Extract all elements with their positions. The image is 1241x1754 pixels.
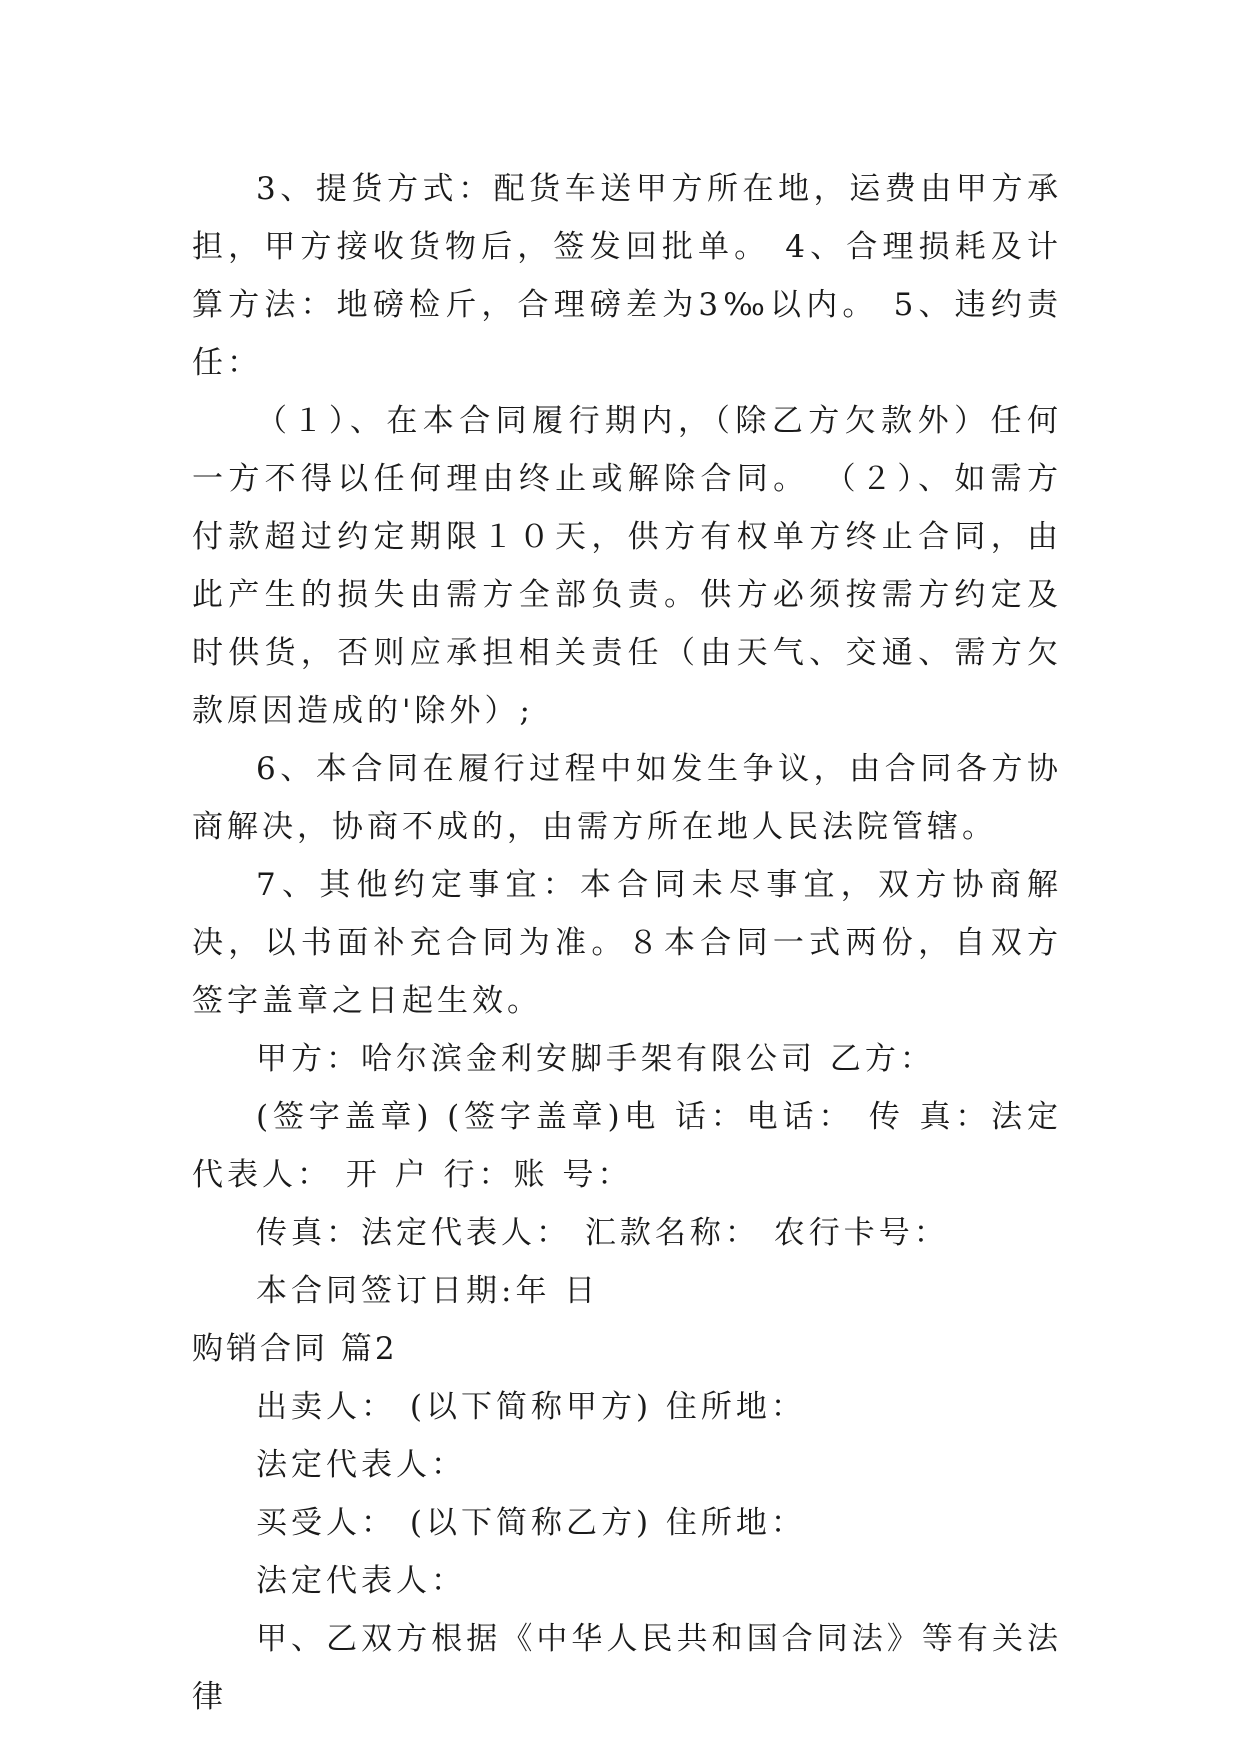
paragraph-signature-block: (签字盖章) (签字盖章)电 话：电话： 传 真：法定代表人： 开 户 行：账 号： — [192, 1099, 1062, 1193]
paragraph-dispute-resolution: 6、本合同在履行过程中如发生争议，由合同各方协商解决，协商不成的，由需方所在地人民法院管辖。 — [192, 751, 1062, 845]
section-heading: 购销合同 篇2 — [192, 1331, 398, 1367]
paragraph-other-matters: 7、其他约定事宜：本合同未尽事宜，双方协商解决，以书面补充合同为准。８本合同一式两份，自双方签字盖章之日起生效。 — [192, 867, 1062, 1019]
paragraph-fax-account: 传真：法定代表人： 汇款名称： 农行卡号： — [256, 1215, 949, 1251]
paragraph-buyer-representative: 法定代表人： — [256, 1563, 466, 1599]
paragraph-sign-date: 本合同签订日期:年 日 — [256, 1273, 600, 1309]
paragraph-seller-representative: 法定代表人： — [256, 1447, 466, 1483]
paragraph-legal-basis: 甲、乙双方根据《中华人民共和国合同法》等有关法律 — [192, 1621, 1062, 1715]
document-page — [192, 160, 1062, 1726]
paragraph-delivery-method: 3、提货方式：配货车送甲方所在地，运费由甲方承担，甲方接收货物后，签发回批单。 4、合理损耗及计算方法：地磅检斤，合理磅差为3‰以内。 5、违约责任： — [192, 171, 1062, 381]
paragraph-buyer: 买受人： (以下简称乙方) 住所地： — [256, 1505, 806, 1541]
paragraph-breach-liability: （１）、在本合同履行期内，（除乙方欠款外）任何一方不得以任何理由终止或解除合同。 （２）、如需方付款超过约定期限１０天，供方有权单方终止合同，由此产生的损失由需方全部负责。供方必须按需方约定及时供货，否则应承担相关责任（由天气、交通、需方欠款原因造成的'除外）; — [192, 403, 1062, 729]
paragraph-party-a: 甲方：哈尔滨金利安脚手架有限公司 乙方： — [256, 1041, 935, 1077]
paragraph-seller: 出卖人： (以下简称甲方) 住所地： — [256, 1389, 806, 1425]
